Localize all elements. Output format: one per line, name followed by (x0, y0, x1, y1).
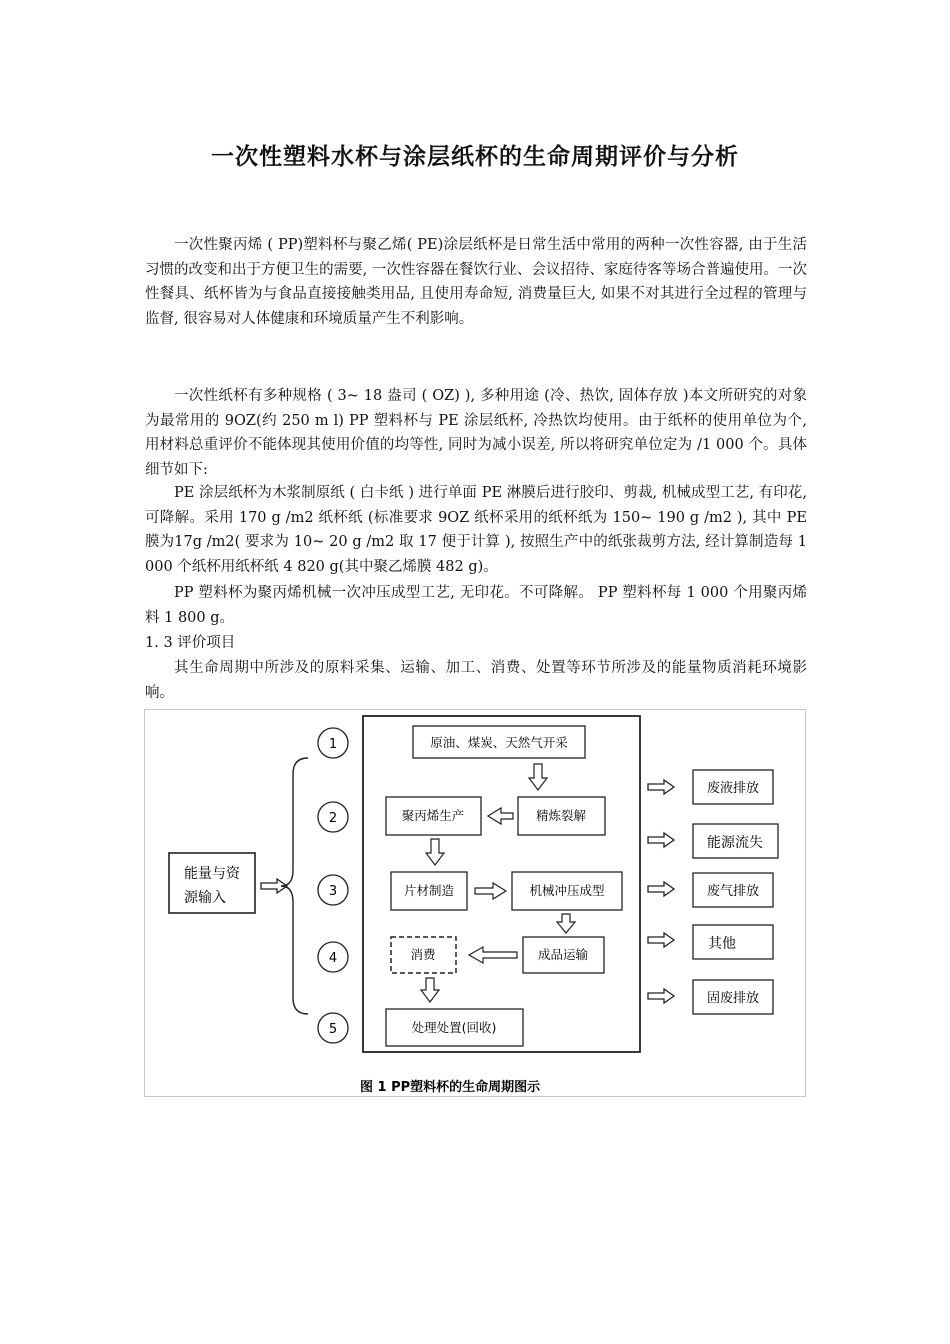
output-arrow-1 (648, 780, 674, 794)
output-arrow-5 (648, 989, 674, 1003)
refining-label: 精炼裂解 (535, 808, 587, 823)
arrow-refining-to-pp (488, 808, 513, 824)
arrow-pp-to-sheet (426, 839, 444, 865)
output-arrow-3 (648, 882, 674, 896)
output-label-3: 废气排放 (706, 884, 760, 899)
stage-brace (281, 758, 308, 1014)
arrow-consumption-to-disposal (421, 978, 439, 1002)
stage-circle-5 (318, 1013, 348, 1043)
lifecycle-figure (144, 709, 806, 1097)
arrow-sheet-to-stamping (475, 883, 506, 899)
stamping-label: 机械冲压成型 (529, 883, 605, 898)
output-arrow-4 (648, 933, 674, 947)
section-heading: 1. 3 评价项目 (145, 635, 236, 651)
arrow-transport-to-consumption (469, 947, 517, 963)
stage-3-label: 3 (328, 884, 338, 899)
output-label-4: 其他 (708, 936, 736, 952)
input-label-line1: 能量与资 (184, 866, 240, 882)
stage-4-label: 4 (328, 951, 338, 966)
arrow-extraction-to-refining (529, 764, 547, 790)
output-arrow-2 (648, 833, 674, 847)
input-label-line2: 源输入 (184, 890, 226, 906)
extraction-label: 原油、煤炭、天然气开采 (430, 735, 568, 750)
disposal-label: 处理处置(回收) (411, 1020, 497, 1035)
figure-caption: 图 1 PP塑料杯的生命周期图示 (360, 1080, 541, 1095)
stage-circle-3 (318, 875, 348, 905)
paragraph-evaluation: 其生命周期中所涉及的原料采集、运输、加工、消费、处置等环节所涉及的能量物质消耗环境影响。 (145, 660, 807, 701)
stage-5-label: 5 (328, 1022, 338, 1037)
stage-circle-4 (318, 942, 348, 972)
consumption-label: 消费 (410, 947, 436, 962)
output-label-5: 固废排放 (706, 991, 760, 1006)
paragraph-pp-cup: PP 塑料杯为聚丙烯机械一次冲压成型工艺, 无印花。不可降解。 PP 塑料杯每 1 000 个用聚丙烯料 1 800 g。 (145, 585, 807, 626)
paragraph-pe-cup: PE 涂层纸杯为木浆制原纸 ( 白卡纸 ) 进行单面 PE 淋膜后进行胶印、剪裁, 机械成型工艺, 有印花,可降解。采用 170 g /m2 纸杯纸 (标准要求 9OZ 纸杯采用的纸杯纸为 150~ 190 g /m2 ), 其中 PE 膜为17g /m2( 要求为 10~ 20 g /m2 取 17 便于计算 ), 按照生产中的纸张裁剪方法, 经计算制造每 1 000 个纸杯用纸杯纸 4 820 g(其中聚乙烯膜 482 g)。 (145, 485, 807, 575)
stage-2-label: 2 (328, 811, 338, 826)
paragraph-scope: 一次性纸杯有多种规格 ( 3~ 18 盎司 ( OZ) ), 多种用途 (冷、热饮, 固体存放 )本文所研究的对象为最常用的 9OZ(约 250 m l) PP 塑料杯与 PE 涂层纸杯, 冷热饮均使用。由于纸杯的使用单位为个, 用材料总重评价不能体现其使用价值的均等性, 同时为减小误差, 所以将研究单位定为 /1 000 个。具体细节如下: (145, 388, 807, 478)
pp-production-label: 聚丙烯生产 (401, 808, 465, 823)
output-label-1: 废液排放 (706, 781, 760, 796)
transport-label: 成品运输 (537, 947, 589, 962)
output-label-2: 能源流失 (707, 835, 763, 851)
arrow-stamping-to-transport (557, 914, 575, 933)
paragraph-intro: 一次性聚丙烯 ( PP)塑料杯与聚乙烯( PE)涂层纸杯是日常生活中常用的两种一次性容器, 由于生活习惯的改变和出于方便卫生的需要, 一次性容器在餐饮行业、会议招待、家庭待客等场合普遍使用。一次性餐具、纸杯皆为与食品直接接触类用品, 且使用寿命短, 消费量巨大, 如果不对其进行全过程的管理与监督, 很容易对人体健康和环境质量产生不利影响。 (145, 237, 807, 327)
stage-1-label: 1 (328, 737, 338, 752)
lifecycle-diagram (145, 710, 807, 1098)
stage-circle-2 (318, 802, 348, 832)
stage-circle-1 (318, 728, 348, 758)
sheet-making-label: 片材制造 (403, 883, 455, 898)
page-title: 一次性塑料水杯与涂层纸杯的生命周期评价与分析 (211, 144, 739, 170)
